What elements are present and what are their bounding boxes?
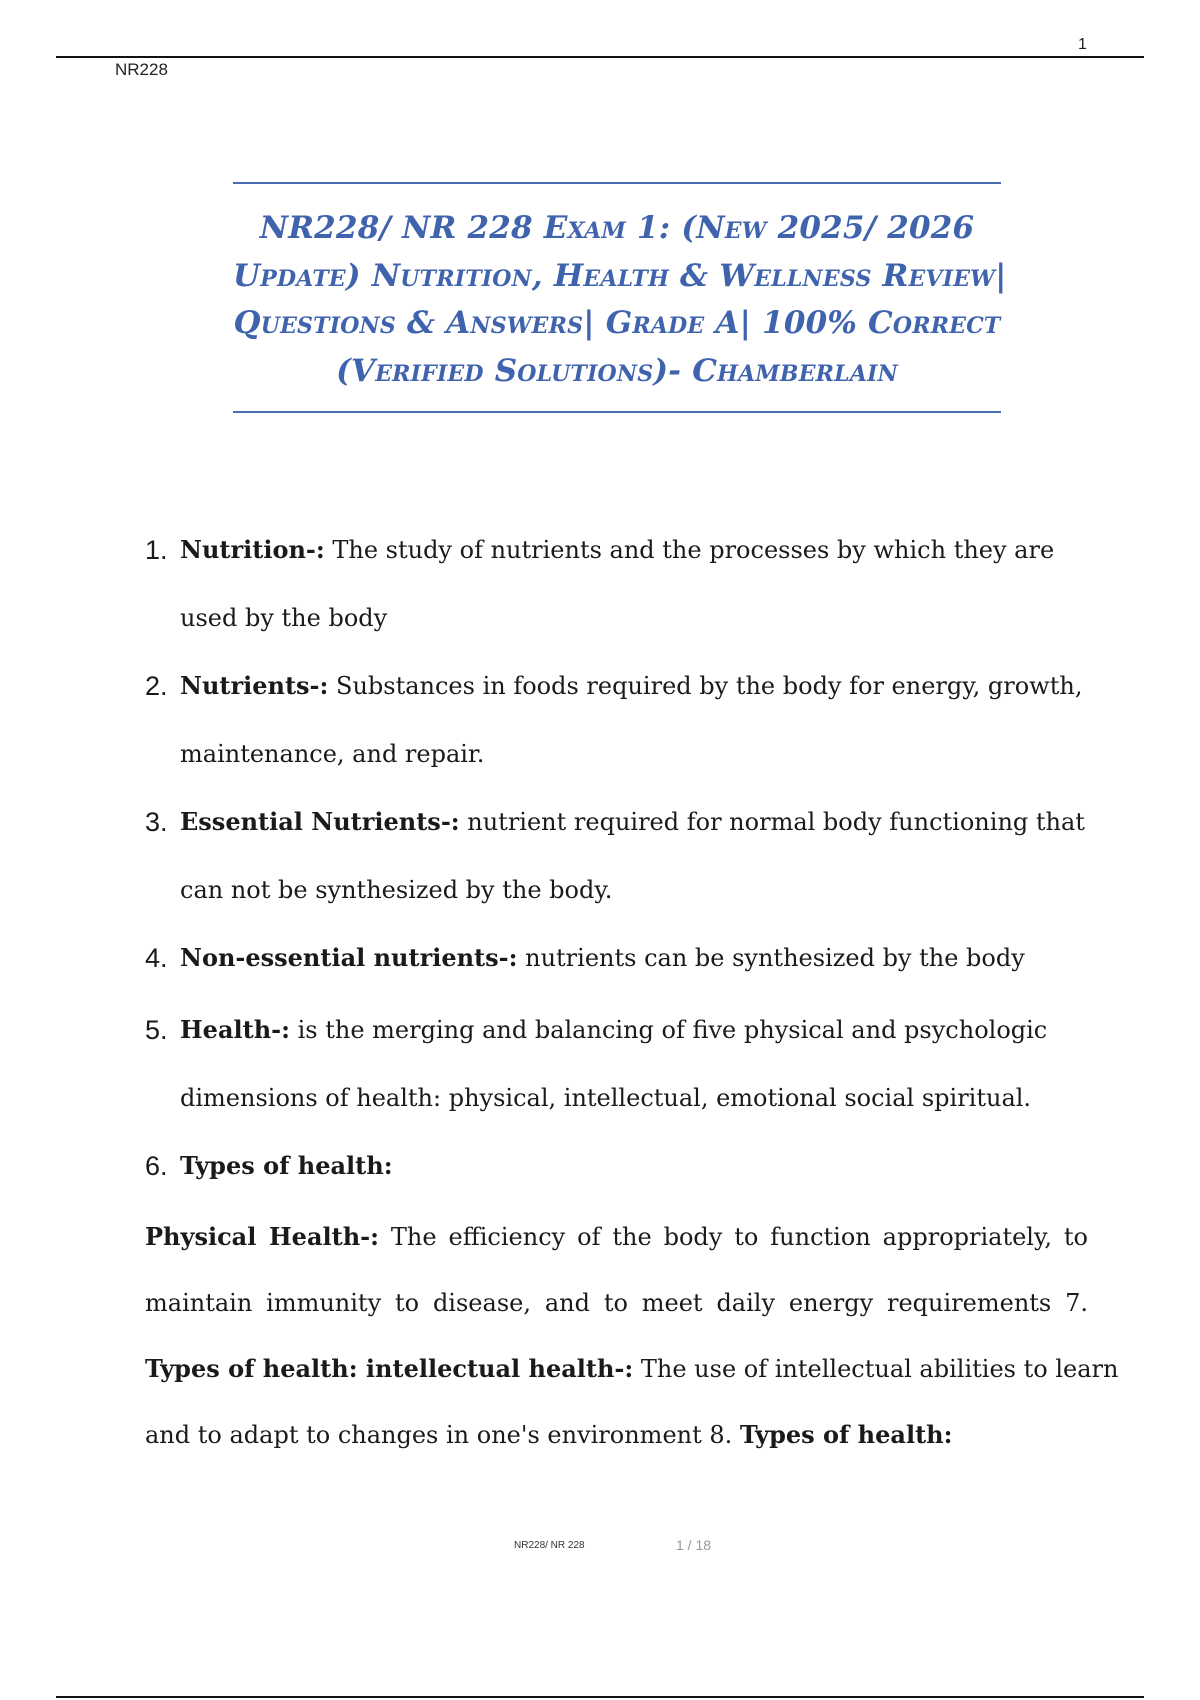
item-term: Health-: xyxy=(180,1015,290,1044)
list-item xyxy=(145,652,1095,788)
title-bottom-rule xyxy=(233,411,1001,413)
footer-rule xyxy=(56,1696,1144,1698)
para-term: Types of health: intellectual health-: xyxy=(145,1354,634,1383)
item-number: 4. xyxy=(145,943,168,973)
item-definition-cont: can not be synthesized by the body. xyxy=(180,876,613,904)
item-number: 5. xyxy=(145,1015,168,1045)
item-number: 6. xyxy=(145,1151,168,1181)
para-term: Physical Health-: xyxy=(145,1222,379,1251)
title-line: Update) Nutrition, Health & Wellness Review| xyxy=(233,257,1007,294)
document-title xyxy=(233,184,1007,411)
header-label: NR228 xyxy=(115,60,168,79)
list-item xyxy=(145,788,1095,924)
item-definition: The study of nutrients and the processes by which they are xyxy=(324,536,1055,564)
item-definition-cont: used by the body xyxy=(180,604,388,632)
para-text: The use of intellectual abilities to learn xyxy=(633,1355,1119,1383)
list-item xyxy=(145,1132,1095,1200)
page-number: 1 xyxy=(1078,36,1087,53)
header-rule xyxy=(56,56,1144,58)
types-of-health-paragraph xyxy=(145,1204,1119,1468)
para-term: Types of health: xyxy=(739,1420,953,1449)
title-line: NR228/ NR 228 Exam 1: (New 2025/ 2026 xyxy=(259,210,975,246)
para-text: and to adapt to changes in one's environment 8. xyxy=(145,1421,740,1449)
para-text: maintain immunity to disease, and to meet daily energy requirements 7. xyxy=(145,1289,1088,1317)
item-number: 3. xyxy=(145,807,168,837)
title-line: Questions & Answers| Grade A| 100% Correct xyxy=(233,305,1001,341)
title-block xyxy=(233,182,1007,413)
list-item xyxy=(145,924,1095,992)
item-definition: is the merging and balancing of five physical and psychologic xyxy=(289,1016,1048,1044)
item-definition: nutrient required for normal body functioning that xyxy=(459,808,1085,836)
para-text: The efficiency of the body to function appropriately, to xyxy=(378,1223,1089,1251)
definition-list xyxy=(145,516,1095,1200)
item-term: Non-essential nutrients-: xyxy=(180,943,518,972)
footer-doc-label: NR228/ NR 228 xyxy=(514,1540,585,1551)
item-term: Nutrition-: xyxy=(180,535,325,564)
title-line: (Verified Solutions)- Chamberlain xyxy=(336,352,898,389)
item-number: 1. xyxy=(145,535,168,565)
item-term: Essential Nutrients-: xyxy=(180,807,460,836)
footer-page-indicator: 1 / 18 xyxy=(676,1537,712,1553)
item-number: 2. xyxy=(145,671,168,701)
item-definition-cont: maintenance, and repair. xyxy=(180,740,485,768)
item-definition: Substances in foods required by the body for energy, growth, xyxy=(328,672,1083,700)
item-definition-cont: dimensions of health: physical, intellectual, emotional social spiritual. xyxy=(180,1084,1032,1112)
list-item xyxy=(145,516,1095,652)
list-item xyxy=(145,996,1095,1132)
item-term: Types of health: xyxy=(180,1151,393,1180)
item-definition: nutrients can be synthesized by the body xyxy=(517,944,1025,972)
item-term: Nutrients-: xyxy=(180,671,329,700)
